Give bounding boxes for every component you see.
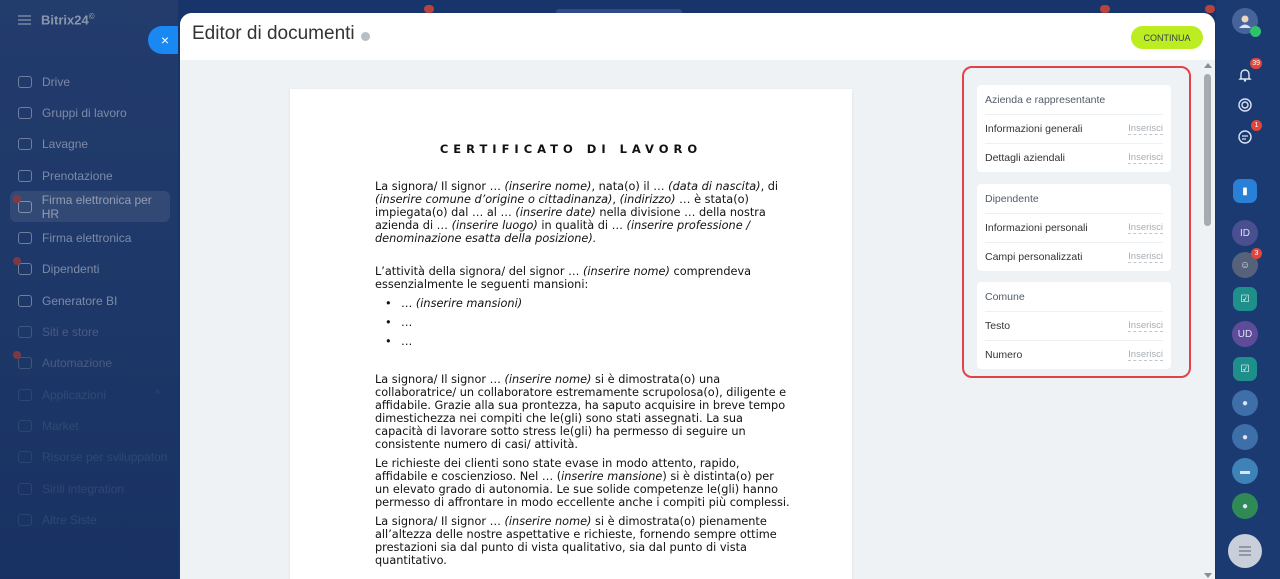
text-run: nella divisione … della nostra azienda di … [375,206,766,232]
duties-list [385,297,790,354]
field-row [985,340,1163,369]
users-icon: ● [1241,397,1249,409]
field-label: Campi personalizzati [985,251,1083,263]
left-sidebar [0,0,178,579]
face-icon: ☺ [1239,259,1251,271]
placeholder-text: (inserire nome) [504,180,592,193]
field-row [985,143,1163,172]
sidebar-item-label: Prenotazione [42,168,113,183]
chat-icon [1237,129,1253,145]
field-label: Testo [985,320,1011,332]
help-icon[interactable] [361,32,370,41]
checkbox-icon: ☑ [1240,363,1250,375]
placeholder-text: (inserire date) [515,206,596,219]
more-button[interactable] [1228,534,1262,568]
paragraph-2 [375,265,790,291]
text-run: … [401,297,416,310]
menu-icon [1238,546,1252,556]
sidebar-item-label: Gruppi di lavoro [42,105,127,120]
sidebar-item-label: Firma elettronica [42,231,132,246]
list-item [385,297,790,316]
placeholder-text: (data di nascita) [668,180,761,193]
paragraph-4 [375,457,790,509]
tasks-button[interactable] [1233,287,1257,311]
checkbox-icon: ☑ [1240,293,1250,305]
group-button[interactable] [1232,390,1258,416]
insert-link[interactable]: Inserisci [1128,152,1163,163]
field-section [977,85,1171,172]
sidebar-item-label: Dipendenti [42,262,100,277]
insert-link[interactable]: Inserisci [1128,349,1163,360]
paragraph-1 [375,180,790,245]
avatar-badge: 3 [1251,248,1262,259]
sidebar-item-label: Applicazioni [42,387,107,402]
field-row [985,213,1163,242]
placeholder-text: (inserire comune d’origine o cittadinanza) [375,193,613,206]
scrollbar[interactable] [1201,60,1215,579]
text-run: si è dimostrata(o) una collaboratrice/ un collaboratore estremamente scrupolosa(o), diligente e affidabile. Grazie alla sua prontezza, ha saputo acquisire in breve tempo dimestichezza nei compiti che le(gli) sono stati assegnati. La sua capacità di lavorare sotto stress le(gli) ha permesso di seguire un consistente numero di casi/ attività. [375,373,787,451]
top-badge [1205,5,1215,13]
field-label: Numero [985,349,1023,361]
avatar-initials: UD [1237,328,1253,340]
message-icon: ▬ [1240,465,1250,477]
text-run: si è dimostrata(o) pienamente all’altezza delle nostre aspettative e richieste, fornendo sempre ottime prestazioni sia dal punto di vista qualitativo, sia dal punto di vista quantitativo. [375,515,777,567]
field-section-title: Dipendente [985,192,1039,205]
sidebar-item-label: Altre Siste [42,512,97,527]
messages-button[interactable] [1232,458,1258,484]
sidebar-item-label: Siti e store [42,325,99,340]
field-row [985,242,1163,271]
user-avatar-2[interactable] [1232,252,1258,278]
sidebar-item-label: Firma elettronica per HR [41,192,152,221]
field-label: Dettagli aziendali [985,152,1065,164]
sidebar-item-label: Market [42,418,79,433]
placeholder-text: inserire mansione [561,470,663,483]
placeholder-text: (inserire luogo) [451,219,538,232]
document-body[interactable] [375,180,790,573]
user-id-avatar[interactable] [1232,220,1258,246]
user-avatar[interactable] [1232,8,1258,34]
text-run: comprendeva essenzialmente le seguenti mansioni: [375,265,752,291]
field-label: Informazioni generali [985,123,1083,135]
users-icon: ● [1241,500,1249,512]
avatar-icon [1237,13,1253,29]
scroll-up-arrow[interactable] [1204,63,1212,68]
activity-button[interactable] [1232,92,1258,118]
sidebar-item-label: Risorse per sviluppatori [42,450,168,465]
scroll-down-arrow[interactable] [1204,573,1212,578]
document-editor-slider [180,13,1215,579]
placeholder-text: (inserire nome) [504,515,592,528]
text-run: La signora/ Il signor … [375,515,505,528]
field-label: Informazioni personali [985,222,1088,234]
insert-link[interactable]: Inserisci [1128,251,1163,262]
text-run: La signora/ Il signor … [375,180,505,193]
bookmark-button[interactable] [1233,179,1257,203]
scroll-thumb[interactable] [1204,74,1211,226]
brand-name: Bitrix24© [41,12,95,28]
group-button-2[interactable] [1232,424,1258,450]
notifications-button[interactable] [1232,62,1258,88]
placeholder-text: (inserire professione / denominazione esatta della posizione). [375,219,751,245]
insert-link[interactable]: Inserisci [1128,320,1163,331]
page-title [192,23,370,45]
notifications-badge: 39 [1252,60,1260,67]
online-indicator [1250,26,1261,37]
text-run: in qualità di … [537,219,627,232]
continue-button[interactable]: CONTINUA [1131,26,1203,49]
insert-link[interactable]: Inserisci [1128,222,1163,233]
close-slider-button[interactable] [148,26,178,54]
document-page[interactable] [290,89,852,579]
text-run: … [401,316,413,329]
text-run: … è stata(o) impiegata(o) dal … al … [375,193,749,219]
field-section-title: Azienda e rappresentante [985,93,1106,106]
field-row [985,311,1163,340]
text-run: , di [760,180,779,193]
text-run: Le richieste dei clienti sono state evase in modo attento, rapido, affidabile e coscienzioso. Nel … ( [375,457,740,483]
text-run: , nata(o) il … [591,180,669,193]
bookmark-icon: ▮ [1242,185,1248,197]
document-title: CERTIFICATO DI LAVORO [439,142,703,156]
field-row [985,114,1163,143]
sidebar-item-label: Generatore BI [42,293,118,308]
placeholder-text: (inserire nome) [582,265,670,278]
sidebar-item-label: Sirili integration [42,481,125,496]
group-button-3[interactable] [1232,493,1258,519]
users-icon: ● [1241,431,1249,443]
sidebar-item-label: Drive [42,74,71,89]
insert-link[interactable]: Inserisci [1128,123,1163,134]
field-section [977,282,1171,369]
list-item [385,335,790,354]
text-run: L’attività della signora/ del signor … [375,265,583,278]
text-run: ) si è distinta(o) per un elevato grado di autonomia. Le sue solide competenze le(gli) hanno permesso di affrontare in modo eccellente anche i compiti più complessi. [375,470,790,509]
field-section [977,184,1171,271]
spiral-icon [1237,97,1253,113]
chevron-up-icon[interactable]: ^ [155,389,160,401]
editor-header [180,13,1215,60]
text-run: … [401,335,413,348]
paragraph-3 [375,373,790,451]
placeholder-text: (inserire nome) [504,373,592,386]
placeholder-text: (inserire mansioni) [415,297,523,310]
tasks-button-2[interactable] [1233,357,1257,381]
sidebar-item-label: Lavagne [42,137,89,152]
bell-icon [1237,67,1253,83]
sidebar-overlay [0,0,178,579]
chat-button[interactable] [1232,124,1258,150]
placeholder-text: (indirizzo) [619,193,676,206]
user-ud-avatar[interactable] [1232,321,1258,347]
chat-badge: 1 [1251,120,1262,131]
close-icon: × [160,32,170,48]
text-run: La signora/ Il signor … [375,373,505,386]
paragraph-5 [375,515,790,567]
text-run: , [612,193,620,206]
avatar-initials: ID [1240,227,1250,239]
right-rail [1216,0,1280,579]
field-section-title: Comune [985,290,1025,303]
sidebar-item-label: Automazione [42,356,113,371]
top-badge [1100,5,1110,13]
page-title-text: Editor di documenti [192,23,355,44]
list-item [385,316,790,335]
top-badge [424,5,434,13]
